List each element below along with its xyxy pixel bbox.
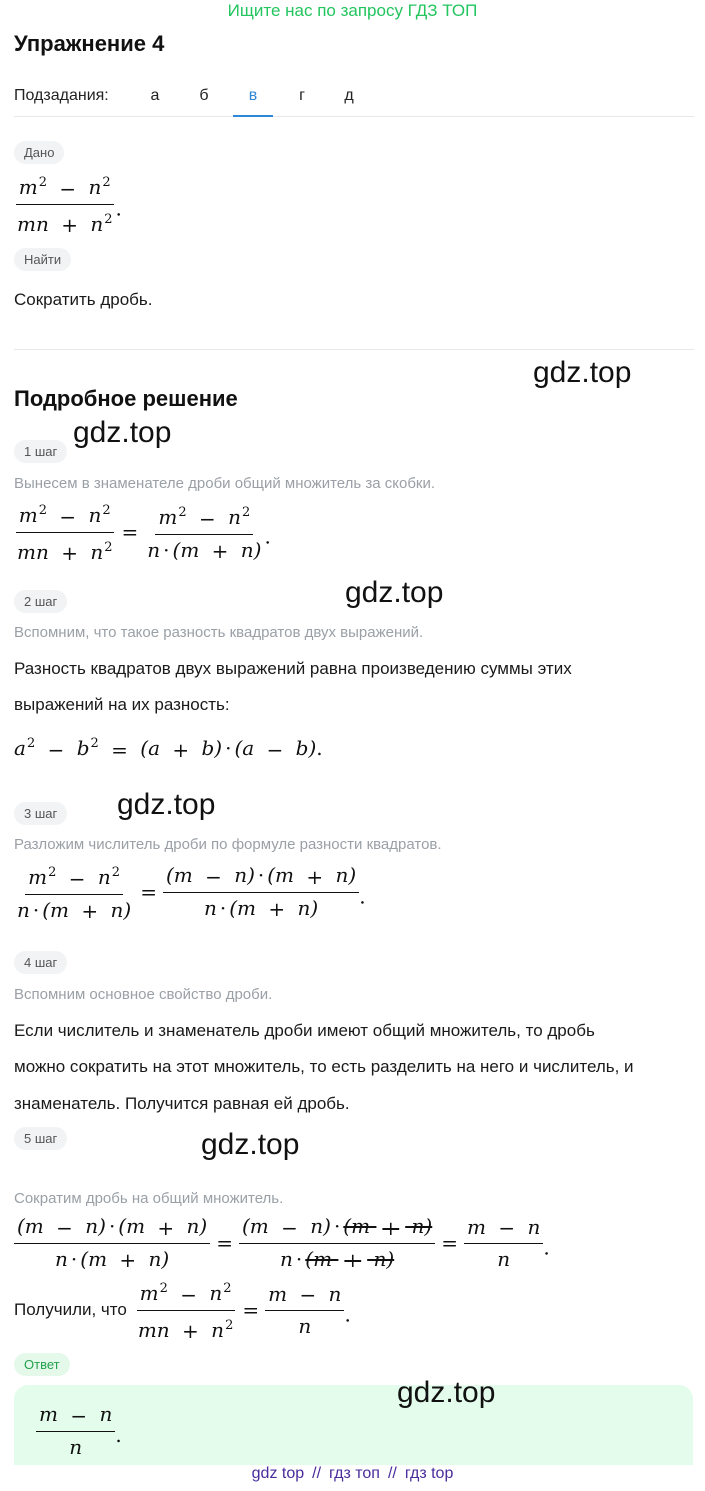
watermark: gdz.top	[73, 416, 172, 449]
step-3-hint: Разложим числитель дроби по формуле разности квадратов.	[14, 836, 442, 853]
promo-banner[interactable]: Ищите нас по запросу ГДЗ ТОП	[227, 1, 478, 20]
step-1-chip: 1 шаг	[14, 440, 67, 463]
step-2-formula: $a^2 - b^2 = (a + b) \cdot (a - b)$.	[14, 736, 323, 762]
footer-link-3[interactable]: гдз top	[404, 1465, 454, 1482]
step-2-text-line-1: Разность квадратов двух выражений равна произведению суммы этих	[14, 659, 572, 678]
footer-separator: //	[312, 1465, 322, 1482]
given-expression: $\frac{m^2 - n^2}{mn + n^2}$ .	[14, 170, 122, 238]
step-5-hint: Сократим дробь на общий множитель.	[14, 1190, 284, 1207]
subtasks-tabs	[14, 84, 694, 117]
tab-b[interactable]: б	[199, 87, 209, 104]
answer-formula: $\frac{m - n}{n}$ .	[36, 1401, 122, 1460]
step-5-chip: 5 шаг	[14, 1127, 67, 1150]
footer-links	[0, 1465, 705, 1483]
footer-link-1[interactable]: gdz top	[251, 1465, 305, 1482]
answer-chip: Ответ	[14, 1353, 70, 1376]
footer-link-2[interactable]: гдз топ	[329, 1465, 380, 1482]
step-3-formula: $\frac{m^2 - n^2}{n \cdot (m + n)}$ = $\frac{(m - n) \cdot (m + n)}{n \cdot (m + n)}$ .	[14, 860, 366, 924]
watermark: gdz.top	[533, 356, 632, 389]
step-4-text-line-2: можно сократить на этот множитель, то есть разделить на него и числитель, и	[14, 1057, 634, 1076]
watermark: gdz.top	[117, 788, 216, 821]
section-divider	[14, 349, 694, 350]
step-2-chip: 2 шаг	[14, 590, 67, 613]
step-5-formula: $\frac{(m - n) \cdot (m + n)}{n \cdot (m + n)}$ = $\frac{(m - n) \cdot (m + n)}{n \cdot (m + n)}$ = $\frac{m - n}{n}$ .	[14, 1213, 550, 1273]
step-4-text-line-3: знаменатель. Получится равная ей дробь.	[14, 1094, 350, 1113]
step-5-conclusion: Получили, что $\frac{m^2 - n^2}{mn + n^2}$ = $\frac{m - n}{n}$ .	[14, 1276, 351, 1344]
solution-heading: Подробное решение	[14, 386, 238, 411]
tab-a[interactable]: а	[150, 87, 160, 104]
footer-separator: //	[387, 1465, 397, 1482]
step-3-chip: 3 шаг	[14, 802, 67, 825]
find-text: Сократить дробь.	[14, 290, 153, 309]
conclusion-label: Получили, что	[14, 1300, 127, 1319]
step-2-hint: Вспомним, что такое разность квадратов двух выражений.	[14, 624, 424, 641]
given-chip: Дано	[14, 141, 64, 164]
watermark: gdz.top	[201, 1128, 300, 1161]
step-4-chip: 4 шаг	[14, 951, 67, 974]
watermark: gdz.top	[397, 1376, 496, 1409]
step-1-formula: $\frac{m^2 - n^2}{mn + n^2}$ = $\frac{m^2 - n^2}{n \cdot (m + n)}$ .	[14, 498, 271, 566]
watermark: gdz.top	[345, 576, 444, 609]
step-1-hint: Вынесем в знаменателе дроби общий множитель за скобки.	[14, 475, 436, 492]
step-2-text-line-2: выражений на их разность:	[14, 695, 230, 714]
tab-d[interactable]: д	[344, 87, 354, 104]
find-chip: Найти	[14, 248, 71, 271]
tab-v[interactable]: в	[233, 84, 273, 117]
tab-g[interactable]: г	[299, 87, 305, 104]
subtasks-label: Подзадания:	[14, 87, 109, 104]
step-4-text-line-1: Если числитель и знаменатель дроби имеют общий множитель, то дробь	[14, 1021, 595, 1040]
page-title: Упражнение 4	[14, 31, 165, 56]
step-4-hint: Вспомним основное свойство дроби.	[14, 986, 273, 1003]
